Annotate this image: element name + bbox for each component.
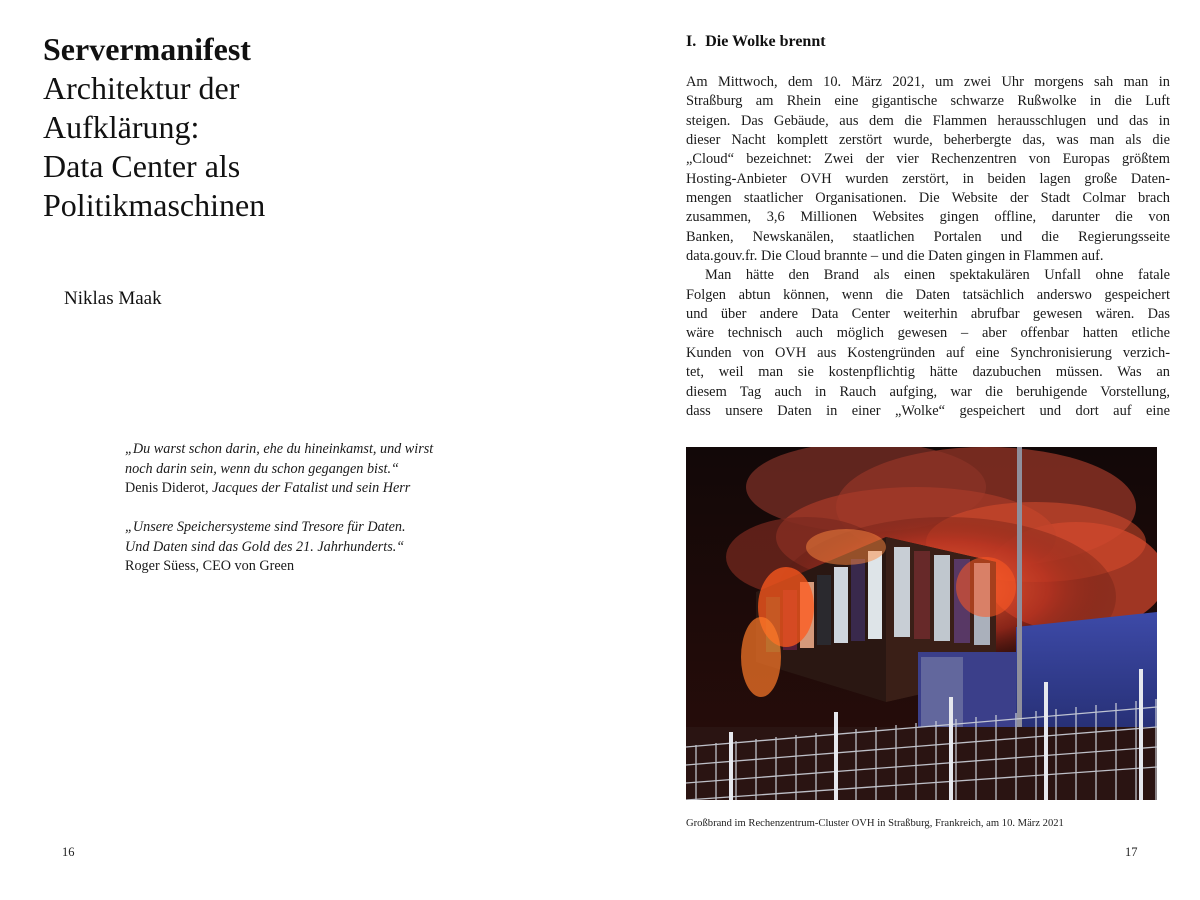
epigraph-source <box>125 557 565 577</box>
page-number-left: 16 <box>62 845 75 859</box>
body-line: Man hätte den Brand als einen spektakulären Unfall ohne fatale <box>705 267 1170 284</box>
right-page <box>600 0 1200 900</box>
chapter-subtitle-line-4: Politikmaschinen <box>43 187 266 223</box>
body-line: data.gouv.fr. Die Cloud brannte – und die Daten gingen in Flammen auf. <box>686 248 1104 265</box>
body-line: diesem Tag auch in Rauch aufging, war die beruhigende Vorstellung, <box>686 383 1170 400</box>
body-text <box>686 73 1170 421</box>
epigraph-quote-line: „Du warst schon darin, ehe du hineinkamst, und wirst <box>125 441 434 457</box>
epigraph-source-author: Roger Süess, CEO von Green <box>125 558 295 574</box>
epigraph-source-author: Denis Diderot, <box>125 480 213 496</box>
body-line: „Cloud“ bezeichnet: Zwei der vier Rechenzentren von Europas größtem <box>686 151 1170 168</box>
chapter-subtitle-line-3: Data Center als <box>43 148 241 184</box>
chapter-subtitle-line-2: Aufklärung: <box>43 109 200 145</box>
section-title: Die Wolke brennt <box>705 33 826 50</box>
body-line: tet, weil man sie kostenpflichtig hätte dazubuchen müssen. Was an <box>686 364 1170 381</box>
figure-caption: Großbrand im Rechenzentrum-Cluster OVH in Straßburg, Frankreich, am 10. März 2021 <box>686 818 1064 829</box>
chapter-subtitle-line-1: Architektur der <box>43 70 240 106</box>
chapter-title: Servermanifest <box>43 31 251 67</box>
epigraph-quote-line: noch darin sein, wenn du schon gegangen bist.“ <box>125 460 399 477</box>
epigraph-quote-line: Und Daten sind das Gold des 21. Jahrhunderts.“ <box>125 538 405 555</box>
epigraphs <box>125 440 565 596</box>
epigraph-source <box>125 479 565 499</box>
body-line: mengen staatlicher Organisationen. Die Website der Stadt Colmar brach <box>686 190 1170 207</box>
body-line: dieser Nacht komplett zerstört wurde, beherbergte das, was man als die <box>686 132 1170 149</box>
body-line: Hosting-Anbieter OVH wurden zerstört, in beiden lagen große Daten- <box>686 170 1170 187</box>
page-number-right: 17 <box>1125 845 1138 859</box>
fire-photo-illustration <box>686 447 1157 800</box>
body-line: dass unsere Daten in einer „Wolke“ gespeichert und dort auf eine <box>686 402 1170 419</box>
body-line: Banken, Newskanälen, staatlichen Portalen und die Regierungsseite <box>686 228 1170 245</box>
body-line: steigen. Das Gebäude, aus dem die Flammen herausschlugen und das in <box>686 112 1170 129</box>
body-line: Straßburg am Rhein eine gigantische schwarze Rußwolke in die Luft <box>686 93 1170 110</box>
epigraph-quote-line: „Unsere Speichersysteme sind Tresore für Daten. <box>125 519 406 535</box>
body-line: und über andere Data Center weiterhin abrufbar gewesen wären. Das <box>686 306 1170 323</box>
chapter-title-block <box>43 30 563 225</box>
fire-photo <box>686 447 1157 800</box>
body-line: zusammen, 3,6 Millionen Websites gingen offline, darunter die von <box>686 209 1170 226</box>
author-name: Niklas Maak <box>64 288 162 309</box>
body-line: Kunden von OVH aus Kostengründen auf eine Synchronisierung verzich- <box>686 344 1170 361</box>
section-number: I. <box>686 33 697 50</box>
body-line: Folgen abtun können, wenn die Daten tatsächlich anderswo gespeichert <box>686 286 1170 303</box>
epigraph-diderot <box>125 440 565 499</box>
epigraph-suess <box>125 518 565 577</box>
epigraph-source-work: Jacques der Fatalist und sein Herr <box>212 480 411 496</box>
body-line: Am Mittwoch, dem 10. März 2021, um zwei Uhr morgens sah man in <box>686 74 1170 90</box>
section-heading <box>686 33 826 51</box>
body-line: wäre technisch auch möglich gewesen – aber offenbar hatten etliche <box>686 325 1170 342</box>
